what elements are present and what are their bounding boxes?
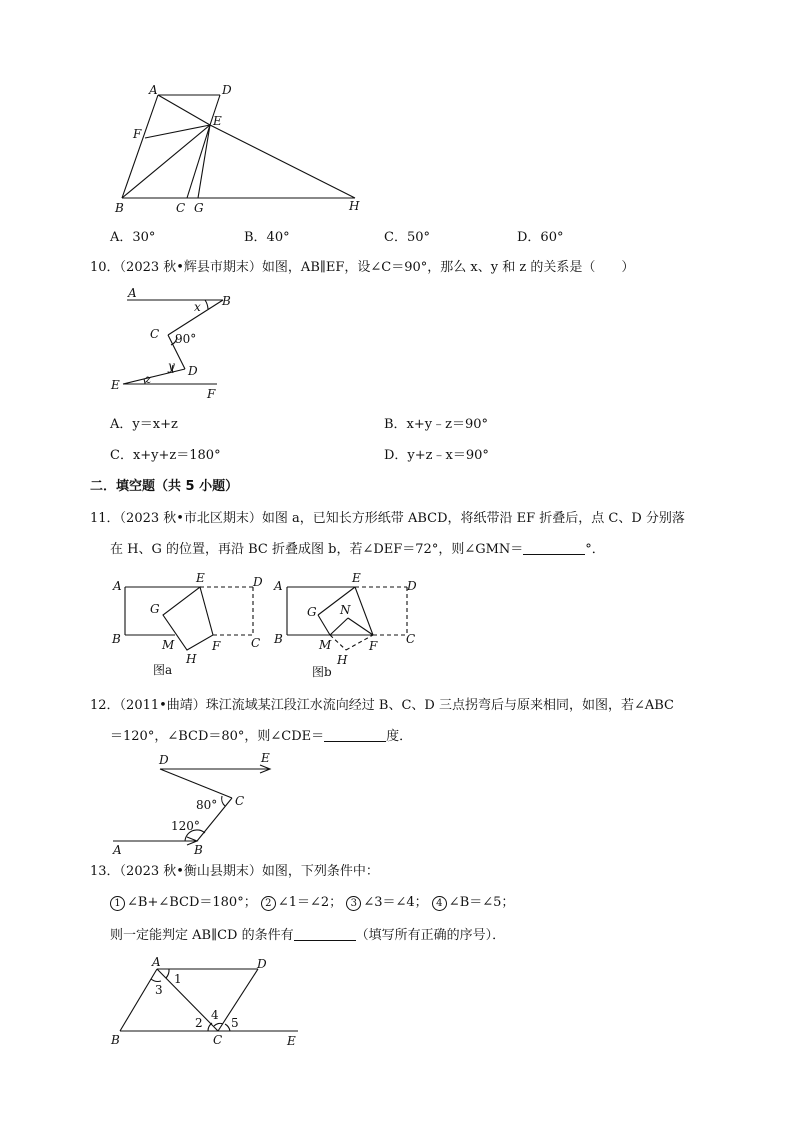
q10-label-90: 90° — [175, 332, 197, 346]
q12-line2-end: 度． — [386, 729, 413, 744]
q10-label-F: F — [207, 387, 216, 400]
q11-answer-blank[interactable] — [523, 541, 585, 555]
q9-label-F: F — [133, 127, 142, 141]
q10-label-C: C — [150, 327, 160, 341]
q12-label-B: B — [194, 843, 203, 857]
q10-label-y: y — [168, 359, 175, 373]
q9-figure — [105, 80, 375, 220]
q10-option-d: D．y+z﹣x＝90° — [384, 448, 489, 463]
q11a-label-B: B — [112, 632, 121, 646]
q13-cond-2-text: ∠1＝∠2； — [277, 895, 343, 910]
q13-cond-4-number: 4 — [432, 896, 447, 911]
q11-line2 — [110, 541, 605, 559]
q12-line2-text: ＝120°，∠BCD＝80°，则∠CDE＝ — [110, 729, 325, 744]
q10-label-z: z — [145, 372, 152, 386]
q11b-label-F: F — [369, 639, 378, 653]
q12-answer-blank[interactable] — [324, 728, 386, 742]
q11a-label-C: C — [251, 636, 261, 650]
q12-figure — [105, 750, 285, 860]
q13-answer-blank[interactable] — [294, 927, 356, 941]
q13-conditions — [110, 894, 514, 912]
q11a-label-M: M — [162, 638, 175, 652]
q11a-label-E: E — [196, 571, 205, 585]
q10-label-A: A — [128, 286, 137, 300]
q13-label-3: 3 — [155, 983, 163, 997]
q9-option-b: B．40° — [244, 230, 290, 245]
q10-label-x: x — [194, 300, 201, 314]
q13-label-C: C — [213, 1033, 223, 1047]
q12-label-120: 120° — [171, 819, 200, 833]
q13-label-4: 4 — [211, 1008, 219, 1022]
q9-option-d: D．60° — [517, 230, 564, 245]
q13-cond-1-text: ∠B+∠BCD＝180°； — [127, 895, 257, 910]
q9-label-G: G — [194, 201, 204, 215]
q11-figure-a — [105, 570, 270, 680]
q11-fig-b-caption: 图b — [312, 665, 332, 679]
q9-label-H: H — [349, 199, 360, 213]
q11a-label-G: G — [150, 602, 160, 616]
q13-label-5: 5 — [231, 1016, 239, 1030]
q13-cond-1-number: 1 — [110, 896, 125, 911]
q11a-label-D: D — [253, 575, 263, 589]
q11b-label-A: A — [274, 579, 283, 593]
q11b-label-C: C — [406, 632, 416, 646]
q9-option-a: A．30° — [110, 230, 156, 245]
q11a-label-F: F — [212, 639, 221, 653]
q9-label-E: E — [213, 114, 222, 128]
q10-option-a: A．y＝x+z — [110, 417, 178, 432]
q11b-label-G: G — [307, 605, 317, 619]
q10-option-c: C．x+y+z＝180° — [110, 448, 221, 463]
q12-label-A: A — [113, 843, 122, 857]
q13-cond-3-number: 3 — [346, 896, 361, 911]
q11b-label-H: H — [337, 653, 348, 667]
q10-label-D: D — [188, 364, 198, 378]
q11-fig-a-caption: 图a — [153, 663, 173, 677]
q11b-label-B: B — [274, 632, 283, 646]
q11b-label-D: D — [407, 579, 417, 593]
q9-label-D: D — [222, 83, 232, 97]
q13-cond-3-text: ∠3＝∠4； — [363, 895, 428, 910]
q10-stem: 10．（2023 秋•辉县市期末）如图，AB∥EF，设∠C＝90°，那么 x、y 和 z 的关系是（ ） — [90, 260, 635, 275]
q13-label-2: 2 — [195, 1016, 203, 1030]
q11-line2-end: °． — [585, 542, 605, 557]
q12-line1: 12．（2011•曲靖）珠江流域某江段江水流向经过 B、C、D 三点拐弯后与原来相同，如图，若∠ABC — [90, 698, 675, 713]
q10-label-E: E — [111, 378, 120, 392]
q11b-label-M: M — [319, 638, 332, 652]
q11a-label-A: A — [113, 579, 122, 593]
section-heading: 二．填空题（共 5 小题） — [90, 479, 239, 494]
q13-label-E: E — [287, 1034, 296, 1048]
q13-label-A: A — [152, 955, 161, 969]
q10-option-b: B．x+y﹣z＝90° — [384, 417, 489, 432]
q13-cond-4-text: ∠B＝∠5； — [448, 895, 515, 910]
q12-label-D: D — [159, 753, 169, 767]
q11b-label-E: E — [352, 571, 361, 585]
q13-cond-2-number: 2 — [261, 896, 276, 911]
q11-line1: 11．（2023 秋•市北区期末）如图 a，已知长方形纸带 ABCD，将纸带沿 EF 折叠后，点 C、D 分别落 — [90, 511, 685, 526]
q11b-label-N: N — [340, 603, 351, 617]
q13-line3 — [110, 927, 505, 945]
q13-line3-text: 则一定能判定 AB∥CD 的条件有 — [110, 928, 294, 943]
q13-label-D: D — [257, 957, 267, 971]
q12-line2 — [110, 728, 412, 746]
q13-line1: 13．（2023 秋•衡山县期末）如图，下列条件中： — [90, 864, 379, 879]
q11a-label-H: H — [186, 652, 197, 666]
q12-label-80: 80° — [196, 798, 218, 812]
q13-label-B: B — [111, 1033, 120, 1047]
q9-label-B: B — [115, 201, 124, 215]
q12-label-E: E — [261, 751, 270, 765]
q10-figure — [105, 285, 245, 400]
q9-option-c: C．50° — [384, 230, 430, 245]
q11-line2-text: 在 H、G 的位置，再沿 BC 折叠成图 b，若∠DEF＝72°，则∠GMN＝ — [110, 542, 524, 557]
q13-line3-end: （填写所有正确的序号）． — [355, 928, 506, 943]
q12-label-C: C — [235, 794, 245, 808]
q9-label-A: A — [149, 83, 158, 97]
q13-figure — [105, 952, 310, 1052]
q13-label-1: 1 — [174, 972, 182, 986]
q11-figure-b — [270, 570, 425, 680]
q9-label-C: C — [176, 201, 186, 215]
q10-label-B: B — [222, 294, 231, 308]
